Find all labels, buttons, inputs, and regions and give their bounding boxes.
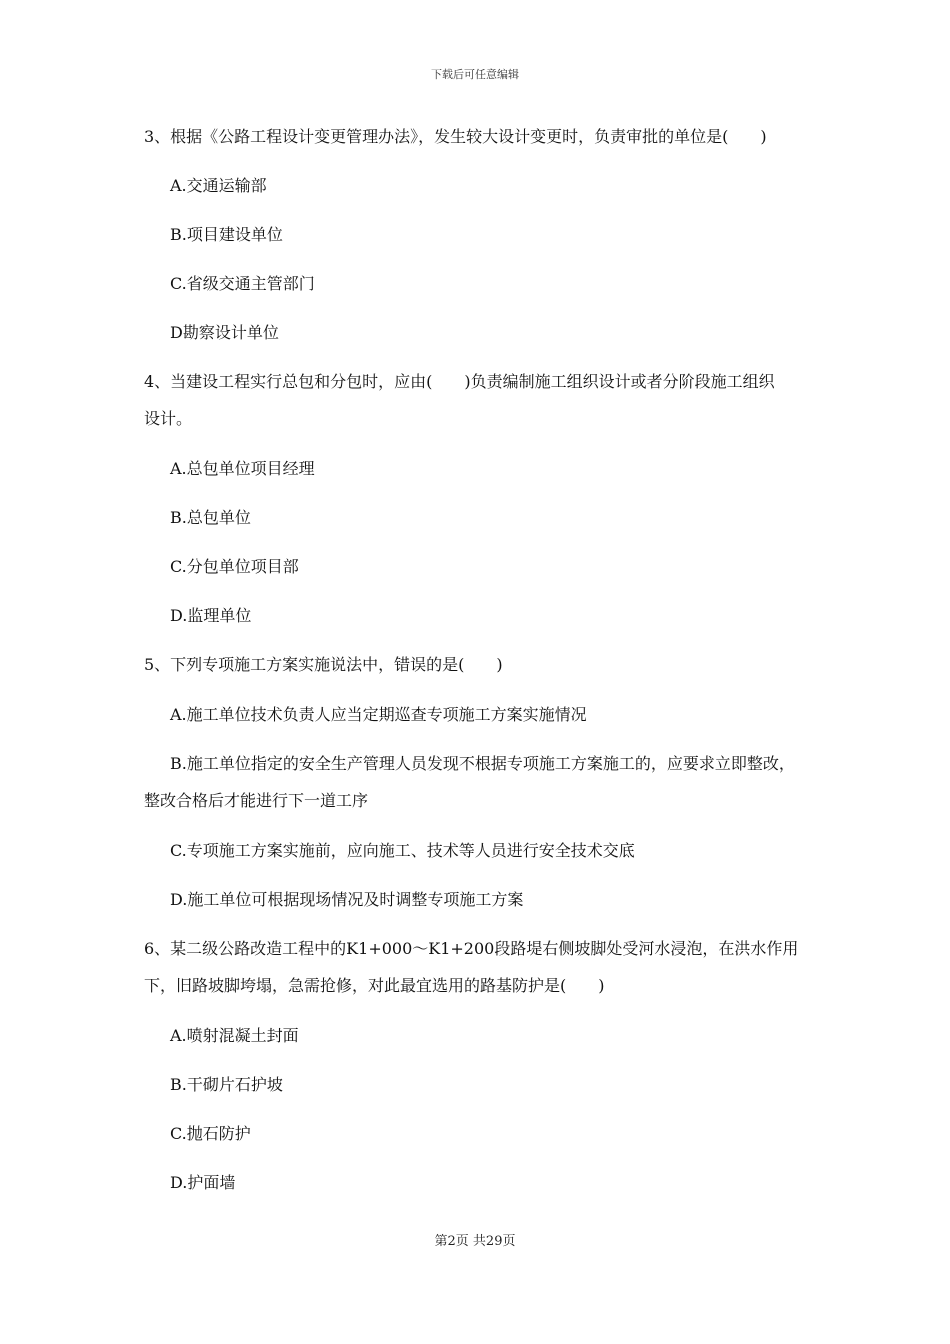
- option-b-continuation: 整改合格后才能进行下一道工序: [144, 791, 369, 810]
- option-b: B.项目建设单位: [170, 225, 283, 244]
- option-c: C.抛石防护: [170, 1124, 251, 1143]
- option-b: B.干砌片石护坡: [170, 1075, 283, 1094]
- option-a: A.总包单位项目经理: [170, 459, 315, 478]
- option-c: C.分包单位项目部: [170, 557, 299, 576]
- option-a: A.喷射混凝土封面: [170, 1026, 299, 1045]
- option-c: C.专项施工方案实施前，应向施工、技术等人员进行安全技术交底: [170, 841, 635, 860]
- option-d: D勘察设计单位: [170, 323, 279, 342]
- question-stem-line: 4、当建设工程实行总包和分包时，应由( )负责编制施工组织设计或者分阶段施工组织: [144, 372, 775, 391]
- question-stem-line: 5、下列专项施工方案实施说法中，错误的是( ): [144, 655, 503, 674]
- question-stem-line: 3、根据《公路工程设计变更管理办法》，发生较大设计变更时，负责审批的单位是( ): [144, 127, 767, 146]
- option-c: C.省级交通主管部门: [170, 274, 315, 293]
- option-d: D.护面墙: [170, 1173, 236, 1192]
- page-footer: 第2页 共29页: [434, 1234, 516, 1249]
- option-a: A.交通运输部: [170, 176, 267, 195]
- page-header: 下载后可任意编辑: [431, 68, 519, 81]
- option-b: B.施工单位指定的安全生产管理人员发现不根据专项施工方案施工的，应要求立即整改，: [170, 754, 795, 773]
- option-a: A.施工单位技术负责人应当定期巡查专项施工方案实施情况: [170, 705, 587, 724]
- question-stem-line: 6、某二级公路改造工程中的K1+000～K1+200段路堤右侧坡脚处受河水浸泡，在洪水作用: [144, 939, 799, 958]
- question-stem-line: 设计。: [144, 409, 193, 428]
- option-d: D.监理单位: [170, 606, 252, 625]
- option-d: D.施工单位可根据现场情况及时调整专项施工方案: [170, 890, 524, 909]
- question-stem-line: 下，旧路坡脚垮塌，急需抢修，对此最宜选用的路基防护是( ): [144, 976, 605, 995]
- option-b: B.总包单位: [170, 508, 251, 527]
